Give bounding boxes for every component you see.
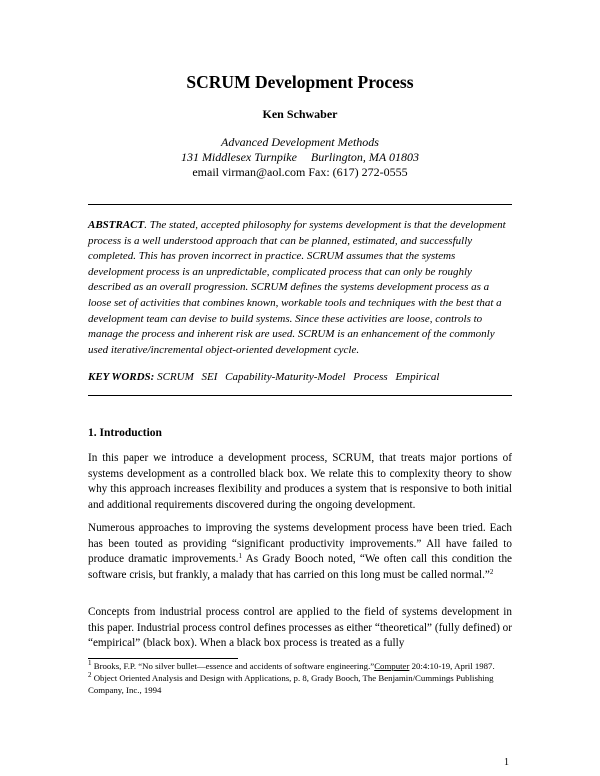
paragraph-3: Concepts from industrial process control are applied to the field of systems development in this paper. Industrial process control defines processes as either “theoretical” (fully defined) or “empirical” (black box). When a black box process is treated as a fully [88, 606, 512, 649]
page-number: 1 [504, 757, 509, 768]
footnote-ref-2: 2 [489, 567, 494, 576]
keywords [88, 371, 512, 383]
keyword: SEI [201, 371, 218, 383]
affiliation-city: Burlington, MA 01803 [310, 150, 420, 164]
footnotes [88, 660, 512, 696]
footnote-1-text-a: Brooks, F.P. “No silver bullet—essence and accidents of software engineering.” [91, 661, 375, 671]
keyword: Capability-Maturity-Model [225, 371, 346, 383]
paper-title: SCRUM Development Process [186, 72, 414, 92]
paragraph-1: In this paper we introduce a development process, SCRUM, that treats major portions of systems development as a controlled black box. We relate this to complexity theory to show why this approach increases flexibility and produces a system that is responsive to both initial and additional requirements discovered during the ongoing development. [88, 452, 512, 511]
abstract-text: . The stated, accepted philosophy for systems development is that the development process is a well understood approach that can be planned, estimated, and successfully completed. This has proven incorrect in practice. SCRUM assumes that the systems development process is an unpredictable, complicated process that can only be roughly described as an overall progression. SCRUM defines the systems development process as a loose set of activities that combines known, workable tools and techniques with the best that a development team can devise to build systems. Since these activities are loose, controls to manage the process and inherent risk are used. SCRUM is an enhancement of the commonly used iterative/incremental object-oriented development cycle. [88, 219, 506, 356]
keyword: SCRUM [157, 371, 194, 383]
author-name: Ken Schwaber [262, 107, 338, 121]
keywords-label: KEY WORDS: [88, 371, 155, 383]
affiliation-block [0, 135, 600, 180]
affiliation-contact: email virman@aol.com Fax: (617) 272-0555 [192, 165, 408, 179]
footnote-1-journal: Computer [374, 661, 410, 671]
footnote-1 [88, 660, 512, 672]
affiliation-organization: Advanced Development Methods [221, 135, 379, 149]
paragraph-2 [88, 521, 512, 583]
footnote-2-text: Object Oriented Analysis and Design with Applications, p. 8, Grady Booch, The Benjamin/Cummings Publishing Company, Inc., 1994 [88, 673, 494, 695]
footnote-divider [88, 658, 238, 659]
keyword: Empirical [395, 371, 440, 383]
footnote-ref-1: 1 [238, 552, 242, 560]
affiliation-street: 131 Middlesex Turnpike [180, 150, 297, 164]
paragraph-2-text-b: As Grady Booch noted, “We often call this condition the software crisis, but frankly, a malady that has carried on this long must be called normal.” [88, 553, 513, 581]
footnote-2 [88, 672, 512, 696]
footnote-1-mark: 1 [88, 659, 92, 667]
divider-bottom [88, 395, 512, 396]
paragraph-2-text-a: Numerous approaches to improving the systems development process have been tried. Each has been touted as providing “significant productivity improvements.” All have failed to produce dramatic improvements. [88, 522, 512, 565]
affiliation-address [0, 150, 600, 165]
abstract [88, 218, 512, 358]
section-heading: 1. Introduction [88, 427, 162, 439]
divider-top [88, 204, 512, 205]
abstract-label: ABSTRACT [88, 219, 145, 231]
footnote-1-text-b: 20:4:10-19, April 1987. [409, 661, 495, 671]
footnote-2-mark: 2 [88, 671, 92, 679]
keyword: Process [353, 371, 388, 383]
